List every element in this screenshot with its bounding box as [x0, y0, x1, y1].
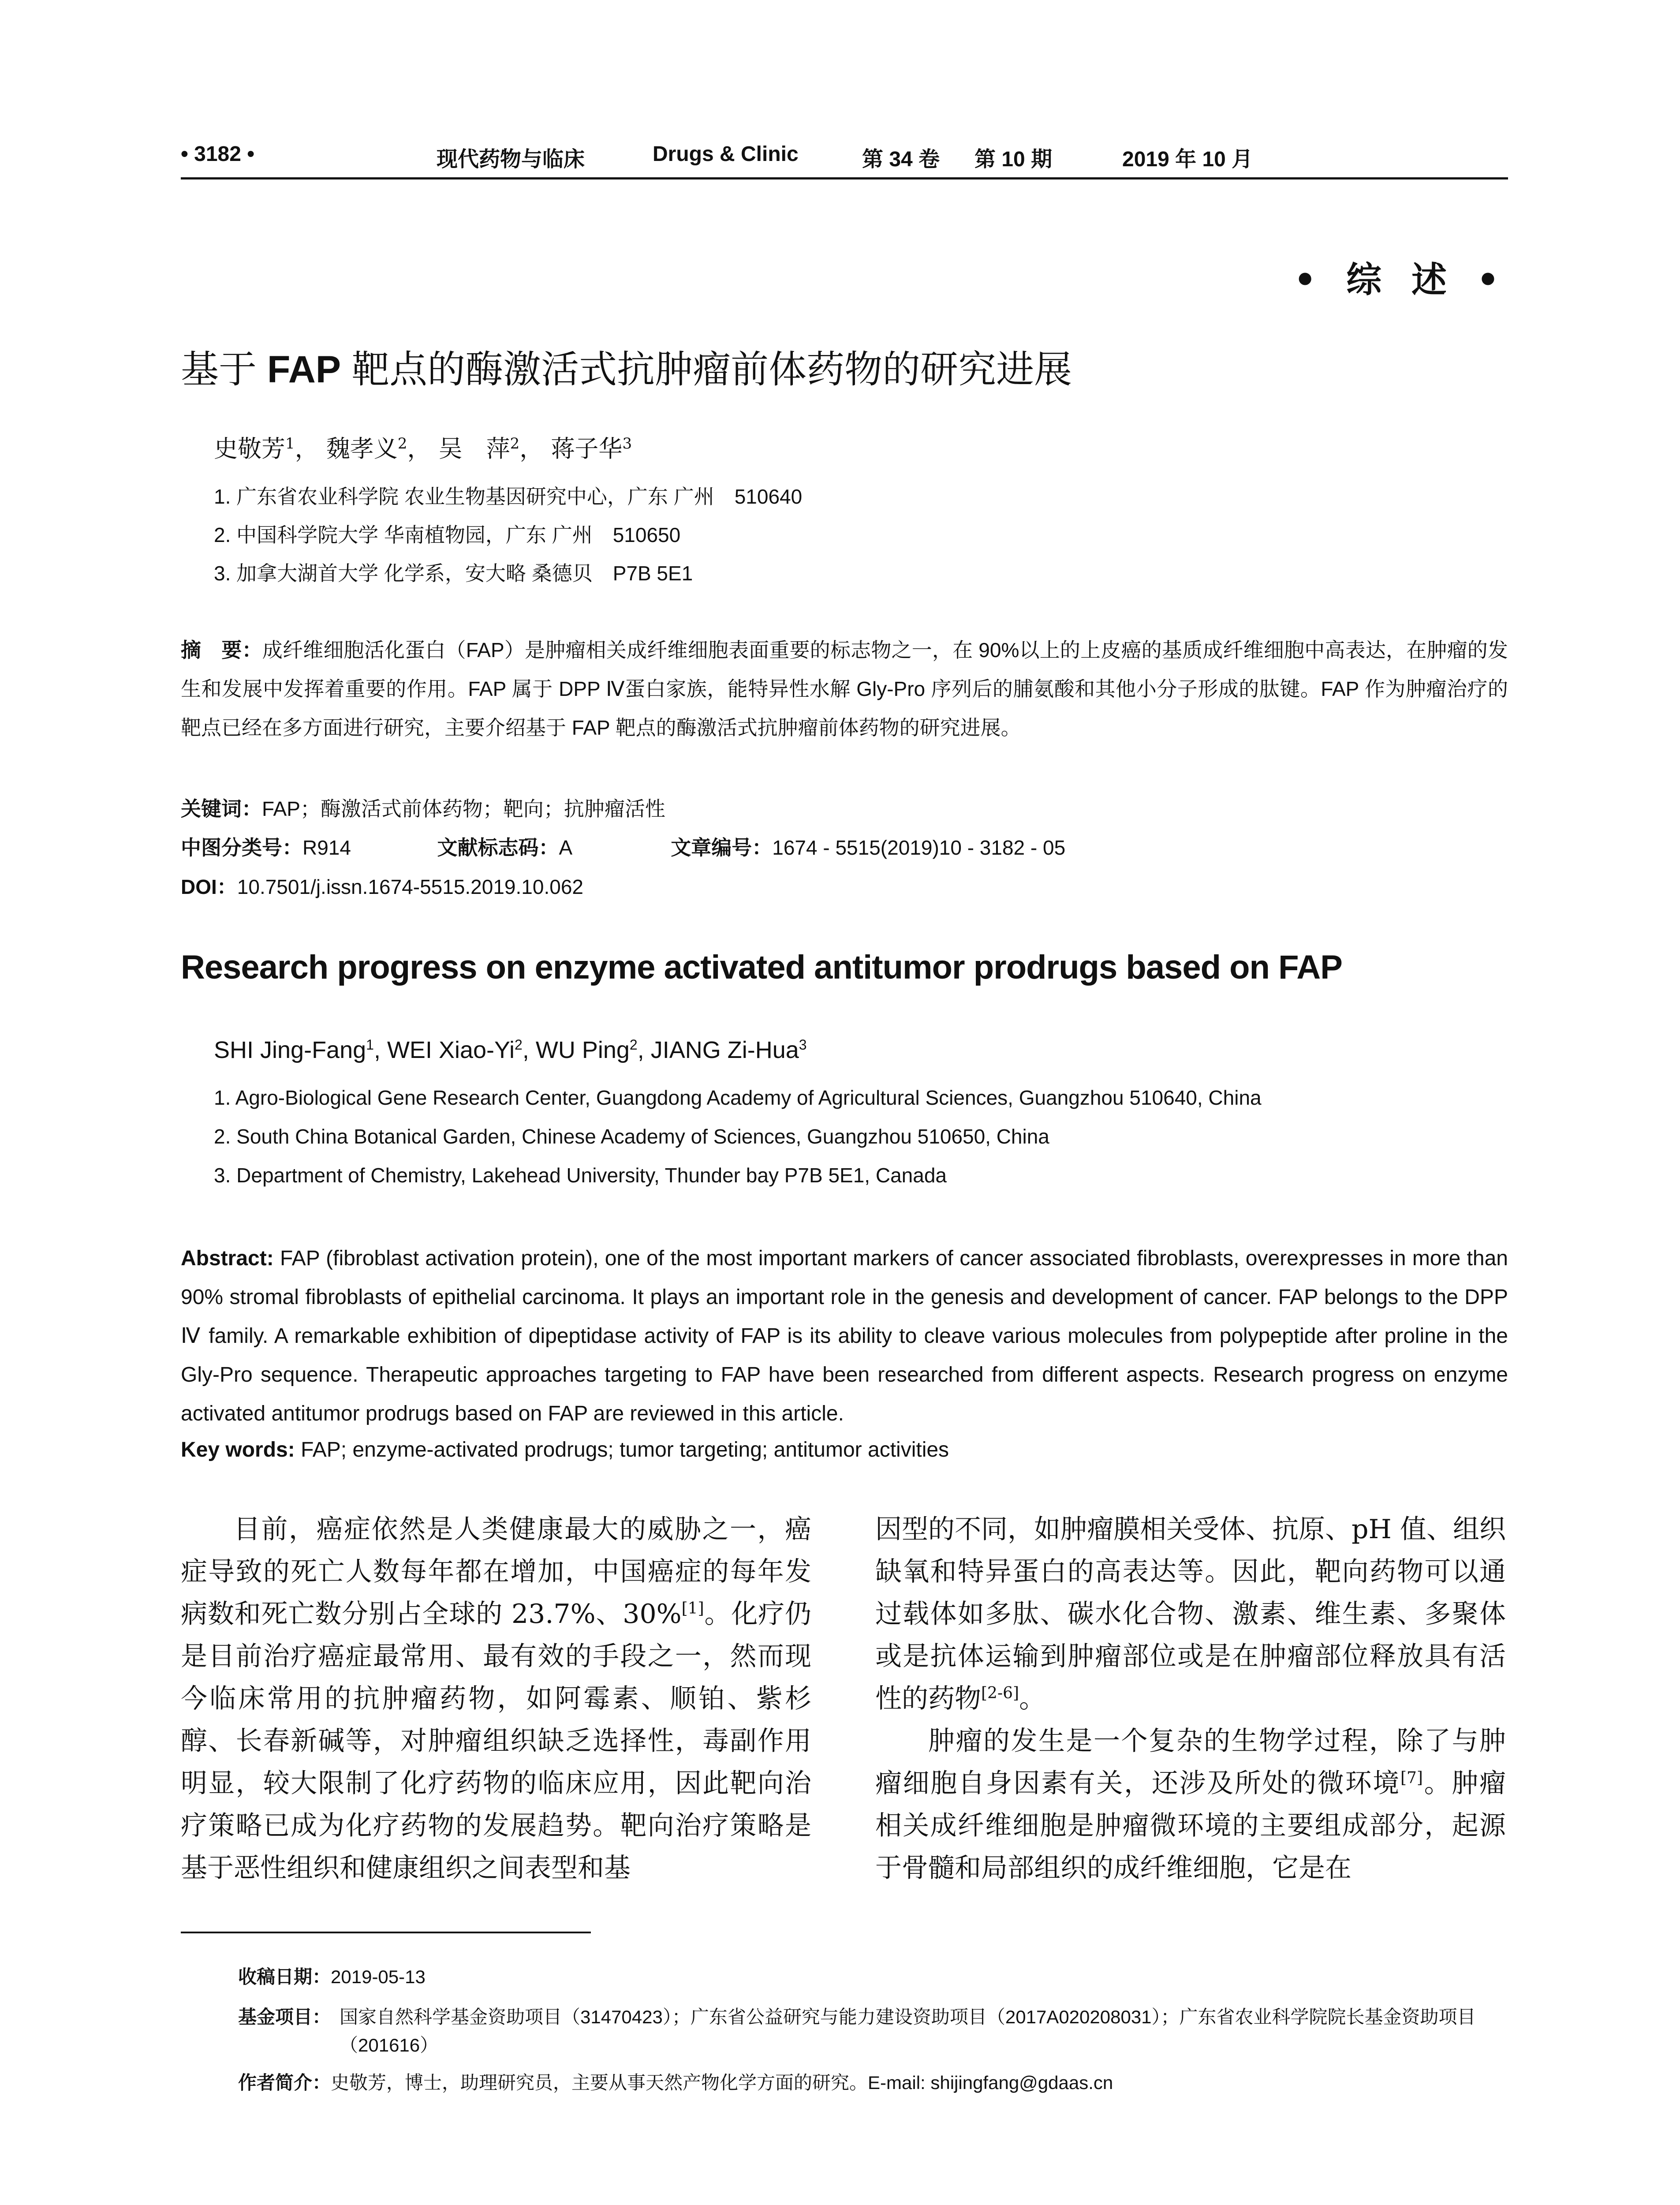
abstract-cn	[181, 631, 1508, 747]
author-affil-mark: 1	[285, 435, 295, 452]
author-name-en: SHI Jing-Fang	[214, 1037, 366, 1063]
author-affil-mark: 1	[366, 1037, 374, 1053]
keywords-en-text: FAP; enzyme-activated prodrugs; tumor targeting; antitumor activities	[295, 1438, 949, 1461]
keywords-cn-label: 关键词：	[181, 797, 262, 820]
title-en: Research progress on enzyme activated antitumor prodrugs based on FAP	[181, 949, 1342, 986]
footnote-rule	[181, 1932, 591, 1933]
body-paragraph	[181, 1508, 811, 1889]
clc-value: R914	[302, 836, 351, 859]
body-text: 。化疗仍是目前治疗癌症最常用、最有效的手段之一，然而现今临床常用的抗肿瘤药物，如阿霉素、顺铂、紫杉醇、长春新碱等，对肿瘤组织缺乏选择性，毒副作用明显，较大限制了化疗药物的临床应用，因此靶向治疗策略已成为化疗药物的发展趋势。靶向治疗策略是基于恶性组织和健康组织之间表型和基	[181, 1599, 811, 1884]
article-no-label: 文章编号：	[671, 836, 773, 859]
author-affil-mark: 2	[397, 435, 407, 452]
title-cn-suffix: 靶点的酶激活式抗肿瘤前体药物的研究进展	[341, 348, 1072, 391]
author-name: 吴 萍	[438, 435, 510, 463]
page-number: • 3182 •	[181, 142, 255, 166]
author-bio-text: 史敬芳，博士，助理研究员，主要从事天然产物化学方面的研究。E-mail: shijingfang@gdaas.cn	[331, 2072, 1113, 2093]
issue-date: 2019 年 10 月	[1122, 148, 1253, 171]
affiliation-cn: 2. 中国科学院大学 华南植物园，广东 广州 510650	[214, 523, 681, 546]
author-affil-mark: 2	[515, 1037, 523, 1053]
authors-en: SHI Jing-Fang$^1$, WEI Xiao-Yi$^2$, WU Ping$^2$, JIANG Zi-Hua$^3$	[214, 1037, 807, 1063]
affiliation-cn: 1. 广东省农业科学院 农业生物基因研究中心，广东 广州 510640	[214, 485, 803, 508]
funding-text: 国家自然科学基金资助项目（31470423）；广东省公益研究与能力建设资助项目（2017A020208031）；广东省农业科学院院长基金资助项目（201616）	[340, 2007, 1476, 2056]
doi-value: 10.7501/j.issn.1674-5515.2019.10.062	[237, 875, 583, 898]
affiliation-en: 2. South China Botanical Garden, Chinese Academy of Sciences, Guangzhou 510650, China	[214, 1125, 1049, 1148]
doc-code-label: 文献标志码：	[437, 836, 559, 859]
body-column-right	[875, 1508, 1506, 1889]
funding-note	[238, 2003, 1508, 2059]
classification-line	[181, 832, 1065, 861]
funding-label: 基金项目：	[238, 2007, 331, 2027]
keywords-cn-text: FAP；酶激活式前体药物；靶向；抗肿瘤活性	[262, 797, 665, 820]
author-affil-mark: 3	[799, 1037, 807, 1053]
header-rule	[181, 177, 1508, 179]
doi-label: DOI：	[181, 875, 237, 898]
author-name-en: WU Ping	[535, 1037, 630, 1063]
citation: [7]	[1400, 1769, 1423, 1787]
author-name-en: JIANG Zi-Hua	[650, 1037, 799, 1063]
body-paragraph	[875, 1720, 1506, 1889]
author-affil-mark: 3	[622, 435, 632, 452]
abstract-en-label: Abstract:	[181, 1247, 274, 1270]
author-bio-label: 作者简介：	[238, 2072, 331, 2093]
body-column-left	[181, 1508, 811, 1889]
citation: [1]	[681, 1600, 704, 1618]
body-text: 。肿瘤相关成纤维细胞是肿瘤微环境的主要组成部分，起源于骨髓和局部组织的成纤维细胞，它是在	[875, 1768, 1506, 1884]
keywords-cn	[181, 793, 665, 822]
citation: [2-6]	[981, 1684, 1019, 1702]
abstract-en	[181, 1239, 1508, 1433]
author-affil-mark: 2	[510, 435, 520, 452]
keywords-en-label: Key words:	[181, 1438, 295, 1461]
section-tag: • 综 述 •	[1294, 259, 1508, 300]
body-text: 肿瘤的发生是一个复杂的生物学过程，除了与肿瘤细胞自身因素有关，还涉及所处的微环境	[875, 1726, 1506, 1799]
volume: 第 34 卷	[862, 148, 940, 171]
title-cn-emph: FAP	[267, 348, 341, 391]
affiliation-en: 1. Agro-Biological Gene Research Center, Guangdong Academy of Agricultural Sciences, Guangzhou 510640, China	[214, 1086, 1262, 1109]
author-name: 蒋子华	[551, 435, 623, 463]
body-text: 目前，癌症依然是人类健康最大的威胁之一，癌症导致的死亡人数每年都在增加，中国癌症的每年发病数和死亡数分别占全球的 23.7%、30%	[181, 1514, 811, 1629]
journal-name-en: Drugs & Clinic	[653, 142, 799, 166]
received-value: 2019-05-13	[331, 1966, 426, 1987]
issue: 第 10 期	[974, 148, 1053, 171]
author-name: 史敬芳	[214, 435, 285, 463]
received-label: 收稿日期：	[238, 1966, 331, 1987]
body-paragraph	[875, 1508, 1506, 1720]
abstract-cn-text: 成纤维细胞活化蛋白（FAP）是肿瘤相关成纤维细胞表面重要的标志物之一，在 90%以上的上皮癌的基质成纤维细胞中高表达，在肿瘤的发生和发展中发挥着重要的作用。FAP 属于 DPP Ⅳ蛋白家族，能特异性水解 Gly-Pro 序列后的脯氨酸和其他小分子形成的肽键。FAP 作为肿瘤治疗的靶点已经在多方面进行研究，主要介绍基于 FAP 靶点的酶激活式抗肿瘤前体药物的研究进展。	[181, 639, 1508, 739]
author-affil-mark: 2	[629, 1037, 638, 1053]
keywords-en	[181, 1438, 949, 1462]
body-text: 。	[1019, 1683, 1046, 1714]
author-name-en: WEI Xiao-Yi	[387, 1037, 515, 1063]
doc-code-value: A	[559, 836, 571, 859]
received-date	[238, 1962, 426, 1989]
article-no-value: 1674 - 5515(2019)10 - 3182 - 05	[772, 836, 1066, 859]
abstract-en-text: FAP (fibroblast activation protein), one of the most important markers of cancer associated fibroblasts, overexpresses in more than 90% stromal fibroblasts of epithelial carcinoma. It plays an important role in the genesis and development of cancer. FAP belongs to the DPP Ⅳ family. A remarkable exhibition of dipeptidase activity of FAP is its ability to cleave various molecules from polypeptide after proline in the Gly-Pro sequence. Therapeutic approaches targeting to FAP have been researched from different aspects. Research progress on enzyme activated antitumor prodrugs based on FAP are reviewed in this article.	[181, 1247, 1508, 1425]
affiliation-en: 3. Department of Chemistry, Lakehead University, Thunder bay P7B 5E1, Canada	[214, 1164, 947, 1187]
affiliation-cn: 3. 加拿大湖首大学 化学系，安大略 桑德贝 P7B 5E1	[214, 562, 693, 585]
doi-line	[181, 871, 583, 900]
journal-name-cn: 现代药物与临床	[437, 147, 585, 172]
title-cn-prefix: 基于	[181, 348, 267, 391]
body-text: 因型的不同，如肿瘤膜相关受体、抗原、pH 值、组织缺氧和特异蛋白的高表达等。因此，靶向药物可以通过载体如多肽、碳水化合物、激素、维生素、多聚体或是抗体运输到肿瘤部位或是在肿瘤部位释放具有活性的药物	[875, 1514, 1506, 1714]
author-bio	[238, 2068, 1113, 2095]
clc-label: 中图分类号：	[181, 836, 302, 859]
authors-cn: 史敬芳$^1$， 魏孝义$^2$， 吴 萍$^2$， 蒋子华$^3$	[214, 435, 632, 463]
title-cn	[181, 339, 1072, 393]
author-name: 魏孝义	[326, 435, 398, 463]
running-header	[181, 142, 1508, 177]
abstract-cn-label: 摘 要：	[181, 639, 262, 662]
